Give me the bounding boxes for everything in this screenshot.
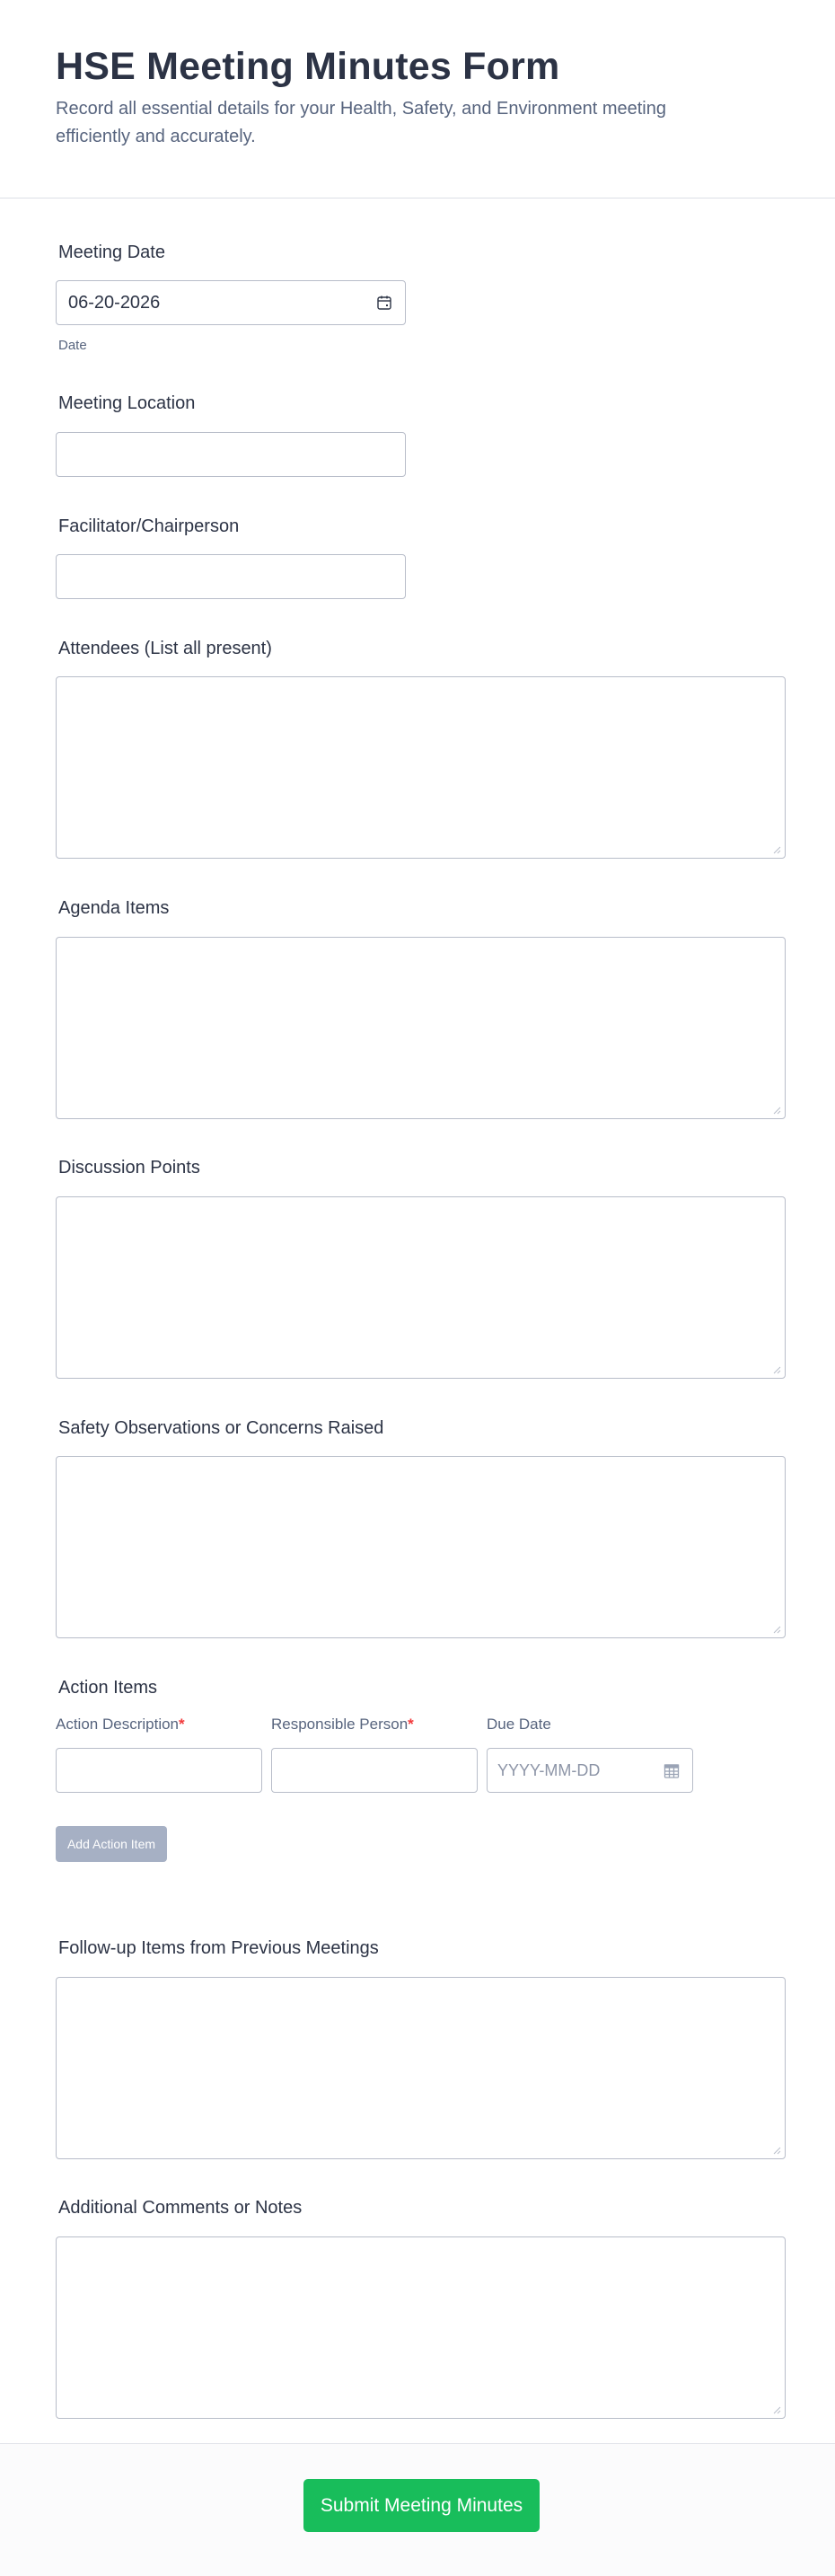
page-title: HSE Meeting Minutes Form: [56, 45, 560, 88]
action-items-label: Action Items: [58, 1678, 158, 1698]
comments-textarea[interactable]: [56, 2236, 786, 2419]
meeting-date-value: 06-20-2026: [68, 292, 161, 313]
facilitator-input[interactable]: [56, 554, 406, 599]
resize-grip-icon[interactable]: [772, 1106, 781, 1115]
resize-grip-icon[interactable]: [772, 2146, 781, 2155]
page-subtitle: Record all essential details for your Health, Safety, and Environment meeting efficiently and accurately.: [56, 99, 666, 146]
calendar-grid-icon[interactable]: [664, 1763, 680, 1779]
facilitator-label: Facilitator/Chairperson: [58, 516, 240, 536]
agenda-textarea[interactable]: [56, 937, 786, 1119]
discussion-label: Discussion Points: [58, 1158, 200, 1178]
discussion-textarea[interactable]: [56, 1196, 786, 1379]
responsible-person-label-text: Responsible Person: [271, 1716, 409, 1733]
safety-textarea[interactable]: [56, 1456, 786, 1638]
due-date-input[interactable]: [487, 1748, 693, 1793]
agenda-label: Agenda Items: [58, 898, 170, 918]
action-description-label: [56, 1716, 185, 1734]
required-mark: *: [179, 1716, 185, 1733]
responsible-person-input[interactable]: [271, 1748, 478, 1793]
meeting-date-hint: Date: [58, 338, 87, 353]
resize-grip-icon[interactable]: [772, 1365, 781, 1374]
action-description-label-text: Action Description: [56, 1716, 180, 1733]
meeting-date-input[interactable]: [56, 280, 406, 325]
required-mark: *: [408, 1716, 414, 1733]
action-description-input[interactable]: [56, 1748, 262, 1793]
responsible-person-label: [271, 1716, 414, 1734]
calendar-icon[interactable]: [376, 295, 392, 311]
meeting-location-input[interactable]: [56, 432, 406, 477]
attendees-label: Attendees (List all present): [58, 639, 272, 658]
comments-label: Additional Comments or Notes: [58, 2198, 303, 2218]
followup-label: Follow-up Items from Previous Meetings: [58, 1938, 379, 1958]
attendees-textarea[interactable]: [56, 676, 786, 859]
form-header: [0, 0, 835, 198]
due-date-placeholder: YYYY-MM-DD: [497, 1760, 601, 1779]
followup-textarea[interactable]: [56, 1977, 786, 2159]
resize-grip-icon[interactable]: [772, 1625, 781, 1634]
add-action-item-button[interactable]: Add Action Item: [56, 1826, 167, 1862]
resize-grip-icon[interactable]: [772, 845, 781, 854]
submit-button[interactable]: Submit Meeting Minutes: [303, 2479, 540, 2532]
safety-label: Safety Observations or Concerns Raised: [58, 1418, 384, 1438]
resize-grip-icon[interactable]: [772, 2405, 781, 2414]
meeting-location-label: Meeting Location: [58, 393, 196, 413]
meeting-date-label: Meeting Date: [58, 243, 165, 262]
due-date-label: Due Date: [487, 1716, 551, 1733]
